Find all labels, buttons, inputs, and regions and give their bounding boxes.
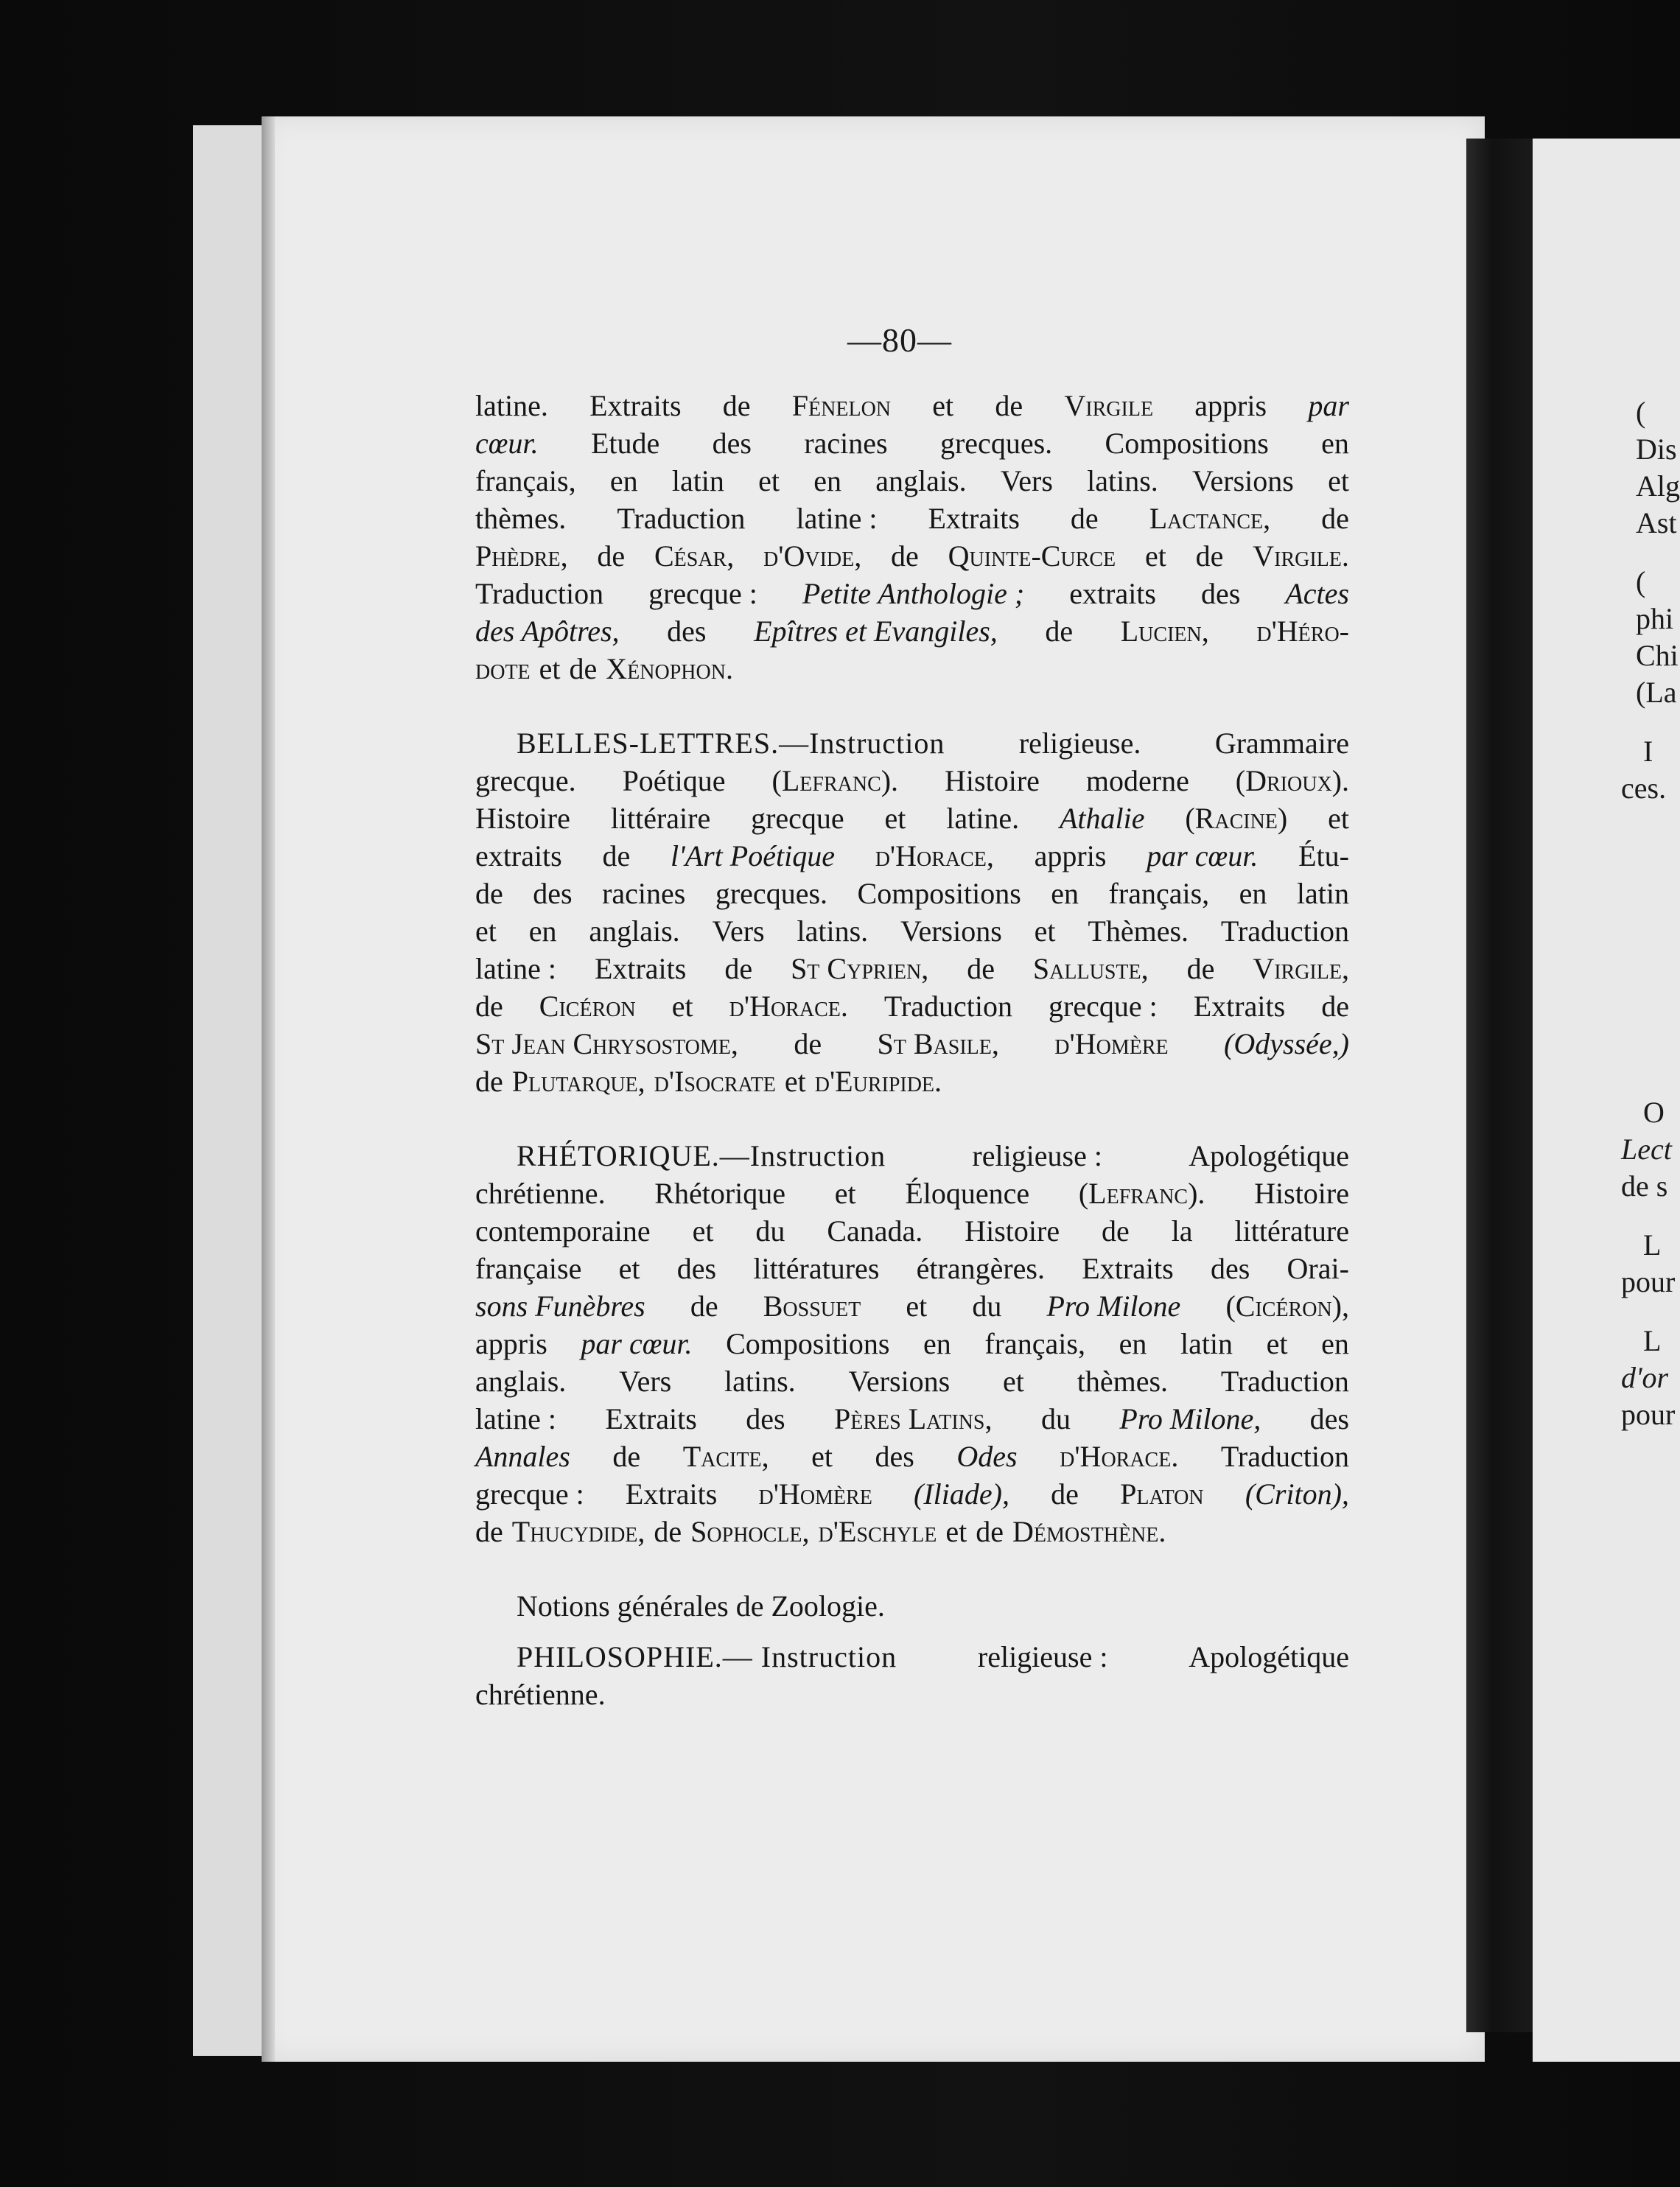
- word: Poétique: [622, 764, 726, 797]
- word: Thèmes.: [1088, 914, 1189, 948]
- word: Lactance,: [1149, 502, 1271, 535]
- text-line: [475, 950, 1349, 987]
- word: latine.: [475, 389, 548, 422]
- next-page-fragment: (La: [1636, 676, 1677, 709]
- text-line: [475, 1400, 1349, 1438]
- word: Histoire: [965, 1214, 1060, 1248]
- text-line: [475, 612, 1349, 650]
- next-page-fragment: de s: [1621, 1169, 1668, 1203]
- word: anglais.: [475, 1365, 567, 1398]
- word: de: [602, 839, 631, 872]
- word: d'Homère: [758, 1477, 872, 1511]
- word: contemporaine: [475, 1214, 651, 1248]
- word: extraits: [475, 839, 562, 872]
- word: d'Eschyle: [818, 1515, 937, 1548]
- text-line: [475, 1063, 1349, 1100]
- word: latins.: [797, 914, 869, 948]
- word: latine.: [946, 802, 1020, 835]
- word: de: [475, 990, 503, 1023]
- text-line: [475, 1638, 1349, 1676]
- next-page-fragment: (: [1636, 565, 1646, 598]
- word: PHILOSOPHIE.— Instruction: [517, 1640, 897, 1673]
- word: (Lefranc).: [1078, 1177, 1205, 1210]
- paragraph-continuation: [475, 387, 1349, 687]
- word: et: [784, 1065, 806, 1098]
- next-page-fragment: (: [1636, 396, 1646, 429]
- word: Vers: [712, 914, 765, 948]
- page-stack-edge: [262, 116, 275, 2062]
- word: Notions générales de Zoologie.: [517, 1589, 885, 1623]
- next-page-fragment: O: [1643, 1096, 1665, 1129]
- word: et: [671, 990, 693, 1023]
- word: et: [1266, 1327, 1288, 1360]
- word: en: [923, 1327, 951, 1360]
- word: du: [972, 1290, 1002, 1323]
- next-page-fragment: phi: [1636, 602, 1674, 635]
- text-line: [475, 1325, 1349, 1362]
- word: et: [834, 1177, 856, 1210]
- word: dote: [475, 652, 531, 685]
- text-line: [475, 500, 1349, 537]
- word: Démosthène.: [1012, 1515, 1166, 1548]
- word: Platon: [1120, 1477, 1204, 1511]
- word: en: [528, 914, 557, 948]
- word: (Odyssée,): [1224, 1027, 1349, 1060]
- text-line: [475, 424, 1349, 462]
- text-line: [475, 1676, 1349, 1713]
- word: extraits: [1069, 577, 1156, 610]
- word: et: [884, 802, 906, 835]
- next-page-fragment: pour: [1621, 1265, 1676, 1298]
- word: Phèdre,: [475, 539, 568, 573]
- word: Extraits: [589, 389, 682, 422]
- word: de: [1051, 1477, 1079, 1511]
- word: cœur.: [475, 427, 539, 460]
- word: des: [875, 1440, 914, 1473]
- text-line: [475, 724, 1349, 762]
- word: (Drioux).: [1235, 764, 1349, 797]
- word: Versions: [900, 914, 1002, 948]
- word: de: [1070, 502, 1099, 535]
- paragraph-belles-lettres: [475, 724, 1349, 1100]
- paragraph-rhetorique: [475, 1137, 1349, 1550]
- word: des: [1210, 1252, 1250, 1285]
- word: (Iliade),: [914, 1477, 1009, 1511]
- next-page-strip: [1533, 139, 1680, 2062]
- word: Traduction: [1220, 914, 1349, 948]
- word: BELLES-LETTRES.—Instruction: [517, 727, 945, 760]
- word: St Cyprien,: [791, 952, 929, 985]
- word: littéraire: [610, 802, 711, 835]
- word: appris: [475, 1327, 547, 1360]
- word: thèmes.: [1077, 1365, 1169, 1398]
- next-page-fragment: Chi: [1636, 639, 1679, 672]
- word: des: [667, 615, 707, 648]
- next-page-fragment: Lect: [1621, 1133, 1672, 1166]
- word: Rhétorique: [654, 1177, 786, 1210]
- word: Compositions: [1105, 427, 1269, 460]
- word: Bossuet: [763, 1290, 861, 1323]
- word: de: [891, 539, 919, 573]
- word: française: [475, 1252, 582, 1285]
- word: Etude: [590, 427, 660, 460]
- word: et: [932, 389, 954, 422]
- paragraph-philosophie: [475, 1638, 1349, 1713]
- text-line: [475, 1250, 1349, 1287]
- word: grecque :: [1049, 990, 1158, 1023]
- paragraph-spacer: [475, 1625, 1349, 1638]
- text-line: [475, 387, 1349, 424]
- word: français,: [984, 1327, 1085, 1360]
- word: de: [1321, 990, 1349, 1023]
- text-line: [475, 799, 1349, 837]
- word: des Apôtres,: [475, 615, 620, 648]
- word: l'Art Poétique: [671, 839, 835, 872]
- word: Odes: [956, 1440, 1018, 1473]
- text-line: [475, 1587, 1349, 1625]
- word: grecques.: [939, 427, 1053, 460]
- word: grecque :: [648, 577, 757, 610]
- word: Epîtres et Evangiles,: [754, 615, 998, 648]
- word: Histoire: [475, 802, 570, 835]
- word: latin: [671, 464, 724, 497]
- word: Plutarque,: [511, 1065, 645, 1098]
- text-line: [475, 1513, 1349, 1550]
- word: appris: [1034, 839, 1107, 872]
- word: Apologétique: [1189, 1139, 1349, 1172]
- text-line: [475, 462, 1349, 500]
- text-line: [475, 762, 1349, 799]
- word: de: [967, 952, 995, 985]
- word: Petite Anthologie ;: [802, 577, 1025, 610]
- word: latins.: [724, 1365, 796, 1398]
- word: du: [1040, 1402, 1071, 1435]
- word: Versions: [1192, 464, 1294, 497]
- word: Histoire: [1254, 1177, 1349, 1210]
- text-line: [475, 1287, 1349, 1325]
- word: (Cicéron),: [1225, 1290, 1349, 1323]
- word: chrétienne.: [475, 1177, 606, 1210]
- next-page-fragment: L: [1643, 1228, 1662, 1262]
- word: Extraits: [594, 952, 687, 985]
- text-line: [475, 1212, 1349, 1250]
- next-page-fragment: Dis: [1636, 433, 1677, 466]
- book-gutter: [1466, 139, 1533, 2032]
- word: religieuse :: [972, 1139, 1102, 1172]
- word: en: [1321, 1327, 1349, 1360]
- word: Annales: [475, 1440, 570, 1473]
- word: de: [976, 1515, 1004, 1548]
- word: religieuse :: [977, 1640, 1108, 1673]
- word: et: [945, 1515, 967, 1548]
- word: (Racine): [1185, 802, 1288, 835]
- word: latine :: [475, 1402, 556, 1435]
- next-page-fragment: Ast: [1636, 506, 1677, 539]
- word: Thucydide,: [511, 1515, 645, 1548]
- word: en: [813, 464, 842, 497]
- word: de: [475, 1065, 503, 1098]
- word: des: [533, 877, 573, 910]
- word: en: [609, 464, 638, 497]
- word: en: [1239, 877, 1267, 910]
- word: littératures: [753, 1252, 880, 1285]
- word: Extraits: [605, 1402, 697, 1435]
- word: racines: [602, 877, 686, 910]
- word: Traduction: [475, 577, 604, 610]
- word: (Criton),: [1245, 1477, 1349, 1511]
- next-page-fragment: ces.: [1621, 771, 1667, 805]
- word: RHÉTORIQUE.—Instruction: [517, 1139, 886, 1172]
- word: de: [1195, 539, 1224, 573]
- word: (Lefranc).: [771, 764, 899, 797]
- word: en: [1119, 1327, 1147, 1360]
- text-line: [475, 875, 1349, 912]
- paragraph-zoologie: [475, 1587, 1349, 1625]
- text-line: [475, 1025, 1349, 1063]
- word: d'Horace.: [729, 990, 848, 1023]
- word: de: [722, 389, 751, 422]
- word: Sophocle,: [690, 1515, 810, 1548]
- word: et: [906, 1290, 928, 1323]
- text-line: [475, 650, 1349, 687]
- word: et: [1003, 1365, 1024, 1398]
- word: Apologétique: [1189, 1640, 1349, 1673]
- word: Grammaire: [1214, 727, 1349, 760]
- word: des: [1201, 577, 1241, 610]
- word: d'Héro-: [1256, 615, 1349, 648]
- paragraph-spacer: [475, 687, 1349, 724]
- next-page-fragment: Alg: [1636, 469, 1680, 503]
- word: et: [1328, 464, 1349, 497]
- word: latin: [1296, 877, 1349, 910]
- page-number: —80—: [847, 321, 952, 359]
- word: César,: [654, 539, 735, 573]
- word: de: [724, 952, 753, 985]
- word: Lucien,: [1120, 615, 1209, 648]
- word: latin: [1180, 1327, 1233, 1360]
- word: et: [811, 1440, 833, 1473]
- text-line: [475, 537, 1349, 575]
- page-text: [475, 387, 1349, 1713]
- word: de: [1045, 615, 1074, 648]
- text-line: [475, 1475, 1349, 1513]
- word: de: [475, 1515, 503, 1548]
- word: Virgile,: [1253, 952, 1349, 985]
- word: Pro Milone: [1046, 1290, 1181, 1323]
- word: littérature: [1234, 1214, 1349, 1248]
- word: d'Horace,: [875, 839, 994, 872]
- word: latins.: [1087, 464, 1158, 497]
- paragraph-spacer: [475, 1100, 1349, 1137]
- word: des: [712, 427, 752, 460]
- text-line: [475, 575, 1349, 612]
- word: Compositions: [857, 877, 1021, 910]
- word: St Basile,: [877, 1027, 999, 1060]
- word: de: [597, 539, 626, 573]
- word: Salluste,: [1032, 952, 1149, 985]
- word: et: [1034, 914, 1056, 948]
- word: par cœur.: [581, 1327, 693, 1360]
- word: des: [676, 1252, 717, 1285]
- word: de: [475, 877, 503, 910]
- word: religieuse.: [1018, 727, 1141, 760]
- word: d'Horace.: [1060, 1440, 1179, 1473]
- word: de: [995, 389, 1023, 422]
- word: Vers: [1000, 464, 1053, 497]
- word: de: [612, 1440, 641, 1473]
- word: et: [758, 464, 780, 497]
- word: Versions: [848, 1365, 951, 1398]
- word: Pères Latins,: [834, 1402, 993, 1435]
- word: Extraits: [625, 1477, 718, 1511]
- word: étrangères.: [916, 1252, 1045, 1285]
- word: la: [1171, 1214, 1193, 1248]
- word: Traduction: [617, 502, 746, 535]
- text-line: [475, 1438, 1349, 1475]
- word: moderne: [1085, 764, 1189, 797]
- word: d'Ovide,: [763, 539, 862, 573]
- word: Traduction: [883, 990, 1012, 1023]
- word: appris: [1194, 389, 1267, 422]
- word: Extraits: [1193, 990, 1286, 1023]
- word: Étu-: [1298, 839, 1349, 872]
- word: et: [1328, 802, 1349, 835]
- word: d'Euripide.: [814, 1065, 942, 1098]
- word: et: [1144, 539, 1166, 573]
- word: grecque: [751, 802, 844, 835]
- text-line: [475, 837, 1349, 875]
- next-page-fragment: I: [1643, 735, 1653, 768]
- word: d'Isocrate: [654, 1065, 776, 1098]
- word: Compositions: [726, 1327, 890, 1360]
- word: Histoire: [945, 764, 1040, 797]
- word: de: [654, 1515, 682, 1548]
- paragraph-spacer: [475, 1550, 1349, 1587]
- word: français,: [475, 464, 576, 497]
- word: thèmes.: [475, 502, 567, 535]
- word: et: [539, 652, 561, 685]
- word: Cicéron: [539, 990, 636, 1023]
- left-scan-margin: [193, 125, 273, 2056]
- word: latine :: [796, 502, 878, 535]
- text-line: [475, 912, 1349, 950]
- word: d'Homère: [1054, 1027, 1169, 1060]
- word: Extraits: [1082, 1252, 1174, 1285]
- word: Extraits: [928, 502, 1020, 535]
- next-page-fragment: d'or: [1621, 1361, 1669, 1394]
- word: Quinte-Curce: [948, 539, 1116, 573]
- word: Éloquence: [905, 1177, 1030, 1210]
- word: Traduction: [1220, 1440, 1349, 1473]
- word: Athalie: [1059, 802, 1145, 835]
- word: et: [692, 1214, 714, 1248]
- word: Fénelon: [791, 389, 892, 422]
- word: Actes: [1285, 577, 1349, 610]
- word: en: [1051, 877, 1079, 910]
- word: des: [746, 1402, 785, 1435]
- word: chrétienne.: [475, 1678, 606, 1711]
- word: Virgile.: [1253, 539, 1349, 573]
- word: latine :: [475, 952, 556, 985]
- word: par cœur.: [1147, 839, 1259, 872]
- word: grecque.: [475, 764, 576, 797]
- word: du: [755, 1214, 785, 1248]
- word: français,: [1108, 877, 1210, 910]
- word: anglais.: [589, 914, 680, 948]
- word: Vers: [619, 1365, 672, 1398]
- word: Xénophon.: [606, 652, 733, 685]
- text-line: [475, 1175, 1349, 1212]
- word: sons Funèbres: [475, 1290, 645, 1323]
- word: des: [1309, 1402, 1349, 1435]
- word: et: [475, 914, 497, 948]
- word: Virgile: [1064, 389, 1154, 422]
- word: racines: [804, 427, 888, 460]
- word: grecque :: [475, 1477, 584, 1511]
- word: en: [1321, 427, 1349, 460]
- word: et: [618, 1252, 640, 1285]
- word: de: [1102, 1214, 1130, 1248]
- next-page-fragment: pour: [1621, 1398, 1676, 1431]
- word: Tacite,: [682, 1440, 769, 1473]
- text-line: [475, 987, 1349, 1025]
- word: Pro Milone,: [1119, 1402, 1261, 1435]
- word: de: [569, 652, 598, 685]
- word: Canada.: [827, 1214, 923, 1248]
- word: anglais.: [875, 464, 967, 497]
- word: grecques.: [715, 877, 828, 910]
- text-line: [475, 1137, 1349, 1175]
- next-page-fragment: L: [1643, 1324, 1662, 1357]
- word: de: [690, 1290, 718, 1323]
- word: Traduction: [1220, 1365, 1349, 1398]
- word: St Jean Chrysostome,: [475, 1027, 738, 1060]
- text-line: [475, 1362, 1349, 1400]
- word: de: [1186, 952, 1215, 985]
- word: Orai-: [1287, 1252, 1349, 1285]
- word: de: [1321, 502, 1349, 535]
- word: par: [1308, 389, 1349, 422]
- word: de: [794, 1027, 822, 1060]
